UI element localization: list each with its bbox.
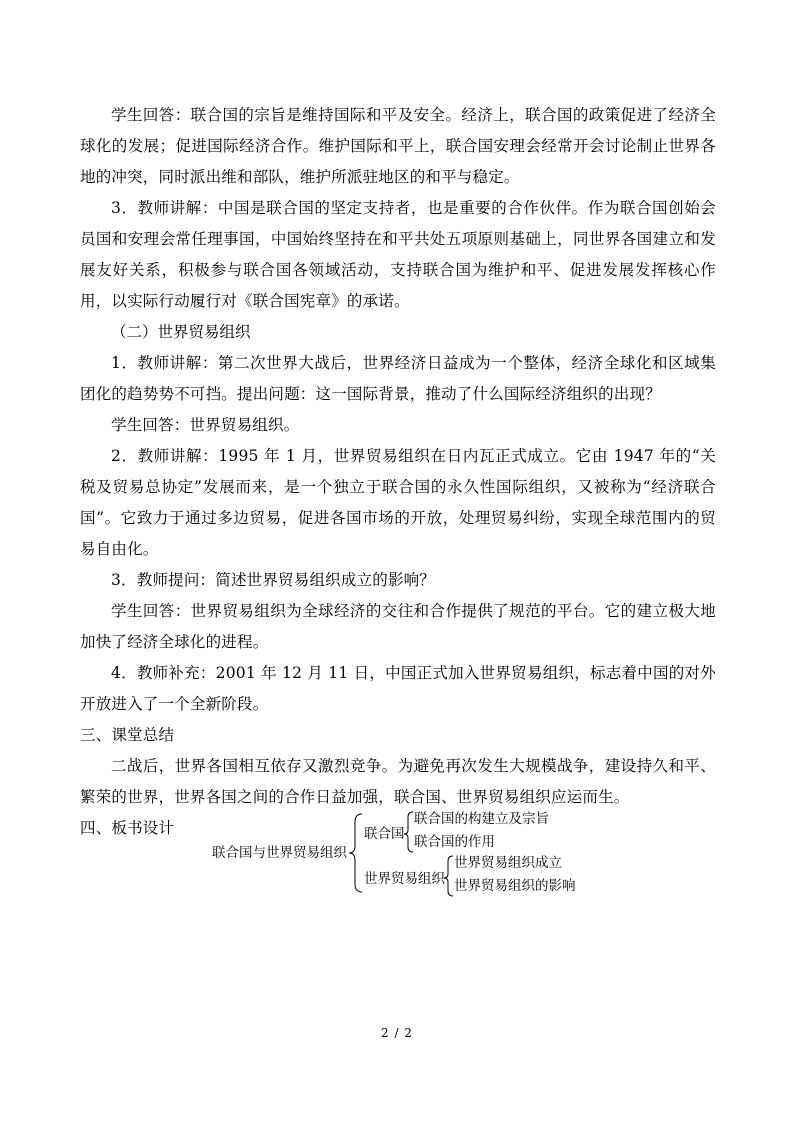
section-heading-wto: （二）世界贸易组织 [111,323,251,341]
main-brace-icon [349,814,362,892]
diagram-branch-un: 联合国 [364,826,405,842]
board-design-diagram [212,808,612,898]
diagram-branch-wto: 世界贸易组织 [364,871,445,887]
paragraph-student-answer-wto: 学生回答：世界贸易组织。 [111,416,300,434]
paragraph-student-answer-un: 学生回答：联合国的宗旨是维持国际和平及安全。经济上，联合国的政策促进了经济全球化的发展；促进国际经济合作。维护国际和平上，联合国安理会经常开会讨论制止世界各地的冲突，同时派出维和部队，维护所派驻地区的和平与稳定。 [80,106,716,186]
paragraph-teacher-postwar-economy: 1．教师讲解：第二次世界大战后，世界经济日益成为一个整体，经济全球化和区域集团化的趋势势不可挡。提出问题：这一国际背景，推动了什么国际经济组织的出现？ [80,354,716,403]
un-brace-icon [404,812,413,852]
section-heading-summary: 三、课堂总结 [80,726,175,744]
section-heading-board-design: 四、板书设计 [80,819,175,837]
diagram-un-item-2: 联合国的作用 [414,834,495,850]
paragraph-teacher-wto-founding: 2．教师讲解：1995 年 1 月，世界贸易组织在日内瓦正式成立。它由 1947 年的“关税及贸易总协定”发展而来，是一个独立于联合国的永久性国际组织，又被称为“经济联合国”。它致力于通过多边贸易，促进各国市场的开放，处理贸易纠纷，实现全球范围内的贸易自由化。 [80,447,716,558]
paragraph-student-answer-impact: 学生回答：世界贸易组织为全球经济的交往和合作提供了规范的平台。它的建立极大地加快了经济全球化的进程。 [80,602,716,651]
diagram-wto-item-1: 世界贸易组织成立 [454,855,562,871]
paragraph-teacher-question-impact: 3．教师提问：简述世界贸易组织成立的影响？ [111,571,436,589]
paragraph-teacher-china-joins-wto: 4．教师补充：2001 年 12 月 11 日，中国正式加入世界贸易组织，标志着中国的对外开放进入了一个全新阶段。 [80,664,716,713]
paragraph-teacher-china-un: 3．教师讲解：中国是联合国的坚定支持者，也是重要的合作伙伴。作为联合国创始会员国和安理会常任理事国，中国始终坚持在和平共处五项原则基础上，同世界各国建立和发展友好关系，积极参与联合国各领域活动，支持联合国为维护和平、促进发展发挥核心作用，以实际行动履行对《联合国宪章》的承诺。 [80,199,716,310]
diagram-wto-item-2: 世界贸易组织的影响 [454,878,576,894]
diagram-root-label: 联合国与世界贸易组织 [212,845,347,861]
wto-brace-icon [444,856,453,896]
diagram-un-item-1: 联合国的构建立及宗旨 [414,811,549,827]
document-body [80,100,716,844]
paragraph-summary: 二战后，世界各国相互依存又激烈竞争。为避免再次发生大规模战争，建设持久和平、繁荣的世界，世界各国之间的合作日益加强，联合国、世界贸易组织应运而生。 [80,757,716,806]
page-number: 2 / 2 [381,1026,413,1040]
